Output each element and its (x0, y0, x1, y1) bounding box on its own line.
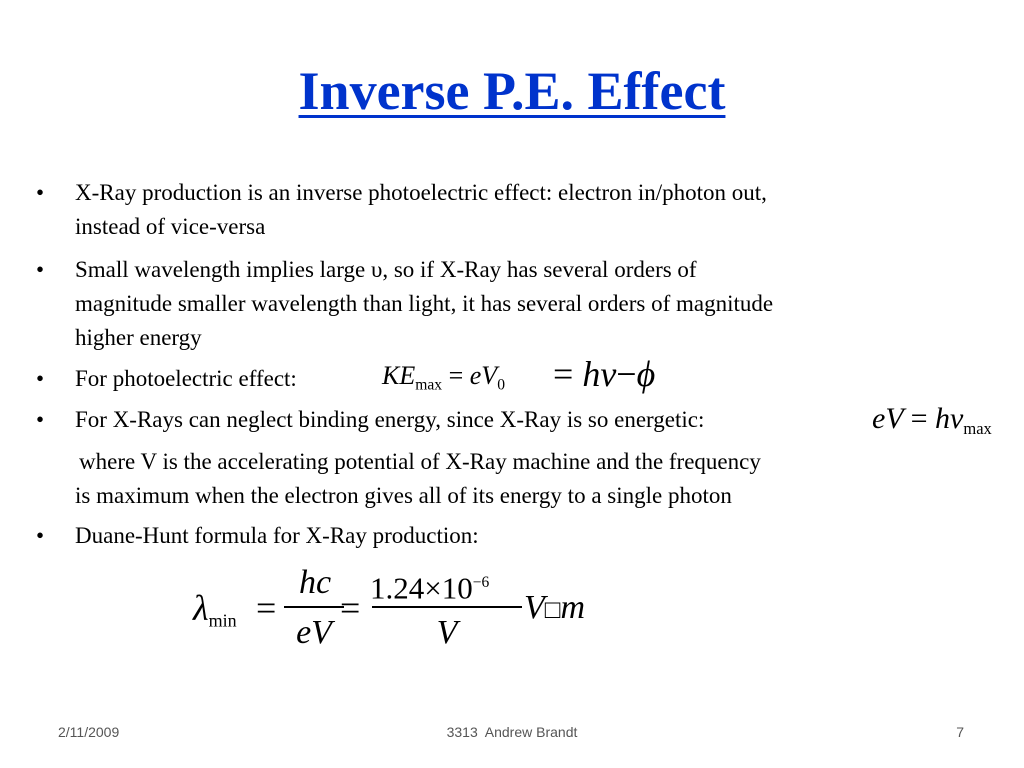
bullet-1-line-1: X-Ray production is an inverse photoelectric effect: electron in/photon out, (75, 180, 767, 205)
missing-glyph-icon: □ (544, 595, 561, 624)
bullet-1-line-2: instead of vice-versa (75, 214, 266, 239)
math-lambda-min (193, 586, 237, 642)
fraction-1-numerator: hc (298, 564, 332, 601)
bullet-3-line-1: For photoelectric effect: (75, 366, 297, 391)
fraction-1-denominator: eV (296, 614, 332, 651)
math-m: m (560, 589, 586, 626)
math-coefficient: 1.24×10 (370, 570, 473, 606)
bullet-2-line-2: magnitude smaller wavelength than light, it has several orders of magnitude (75, 291, 774, 316)
math-ev-sub: 0 (497, 376, 505, 394)
math-equals: = (910, 402, 928, 435)
math-h-nu: hν (935, 402, 964, 435)
math-min-sub: min (208, 610, 237, 631)
math-units (524, 586, 585, 632)
photoelectric-equation-rhs (553, 352, 655, 396)
slide-title: Inverse P.E. Effect (298, 61, 726, 121)
fraction-2-bar (372, 606, 522, 608)
photoelectric-equation (382, 356, 505, 405)
bullet-marker: • (36, 407, 45, 432)
xray-equation (872, 398, 992, 450)
footer-page-number: 7 (956, 724, 964, 740)
footer-center: 3313 Andrew Brandt (446, 724, 578, 740)
math-ke-sub: max (415, 376, 443, 394)
bullet-2-line-3: higher energy (75, 325, 202, 350)
math-ev: eV (872, 402, 904, 435)
math-minus: − (616, 354, 637, 394)
math-equals-1: = (256, 588, 277, 628)
math-equals-2: = (340, 588, 361, 628)
bullet-marker: • (36, 366, 45, 391)
bullet-marker: • (36, 180, 45, 205)
bullet-marker: • (36, 523, 45, 548)
math-phi: ϕ (636, 354, 656, 394)
note-line-2: is maximum when the electron gives all of its energy to a single photon (75, 483, 732, 508)
bullet-marker: • (36, 257, 45, 282)
math-equals: = (553, 354, 574, 394)
fraction-2-numerator (370, 563, 489, 609)
note-line-1: where V is the accelerating potential of X-Ray machine and the frequency (79, 449, 761, 474)
bullet-2-line-1: Small wavelength implies large υ, so if X-Ray has several orders of (75, 257, 697, 282)
math-max-sub: max (963, 418, 992, 438)
math-v: V (524, 589, 545, 626)
math-exponent: −6 (472, 574, 490, 591)
math-equals: = (448, 361, 464, 390)
bullet-4-line-1: For X-Rays can neglect binding energy, since X-Ray is so energetic: (75, 407, 705, 432)
bullet-5-line-1: Duane-Hunt formula for X-Ray production: (75, 523, 479, 548)
fraction-1-bar (284, 606, 344, 608)
math-lambda: λ (193, 588, 209, 628)
math-ke: KE (382, 361, 416, 390)
fraction-2-denominator: V (436, 614, 458, 651)
math-h-nu: hν (582, 354, 617, 394)
footer-date: 2/11/2009 (58, 724, 120, 740)
math-ev: eV (469, 361, 498, 390)
